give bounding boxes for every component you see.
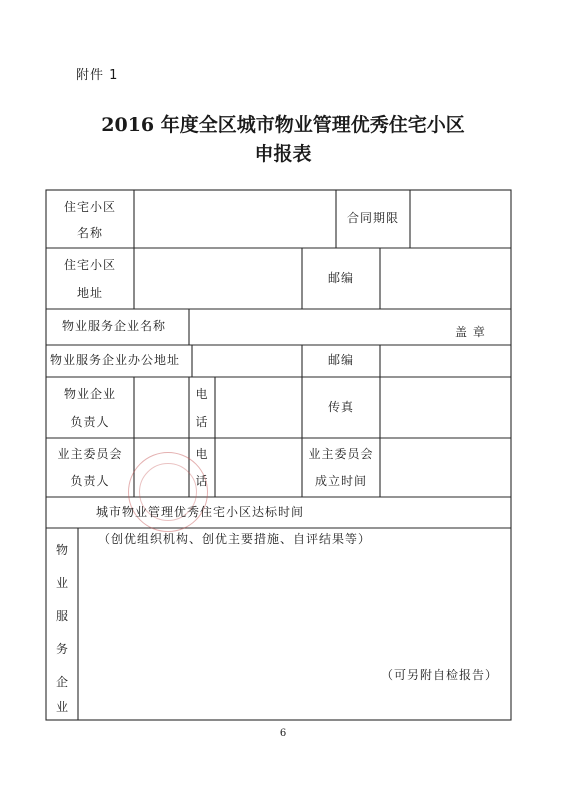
side-char-2: 业 [55, 576, 68, 590]
company-manager-label-line1: 物业企业 [63, 387, 116, 401]
fax-field[interactable] [380, 380, 510, 436]
side-char-5: 企 [55, 675, 68, 689]
postcode-label: 邮编 [327, 271, 354, 285]
side-char-3: 服 [55, 609, 68, 623]
residential-name-label-line2: 名称 [76, 226, 103, 240]
seal-label: 盖 章 [455, 325, 486, 339]
owners-phone-label-2: 话 [195, 474, 209, 488]
fax-label: 传真 [327, 400, 354, 414]
postcode-field[interactable] [380, 252, 510, 307]
side-char-1: 物 [55, 543, 68, 557]
company-phone-label-2: 话 [195, 415, 209, 429]
owners-committee-manager-label-line2: 负责人 [70, 474, 110, 488]
residential-name-field[interactable] [134, 196, 336, 246]
owners-phone-label-1: 电 [195, 447, 209, 461]
attach-report-note: （可另附自检报告） [381, 668, 499, 682]
contract-period-field[interactable] [410, 196, 510, 246]
owners-phone-field[interactable] [215, 440, 302, 495]
side-char-4: 务 [55, 642, 68, 656]
company-manager-label-line2: 负责人 [70, 415, 110, 429]
office-address-label: 物业服务企业办公地址 [50, 353, 181, 367]
office-address-field[interactable] [192, 348, 302, 375]
owners-committee-manager-label-line1: 业主委员会 [57, 447, 123, 461]
contract-period-label: 合同期限 [346, 211, 399, 225]
property-service-description-field[interactable] [80, 552, 508, 664]
page-number: 6 [279, 728, 287, 739]
standard-achievement-time-field[interactable] [356, 500, 510, 526]
property-service-note: （创优组织机构、创优主要措施、自评结果等） [98, 532, 372, 546]
office-postcode-field[interactable] [380, 348, 510, 375]
residential-name-label-line1: 住宅小区 [63, 200, 116, 214]
residential-address-label-line2: 地址 [76, 286, 103, 300]
company-name-field[interactable] [189, 312, 439, 343]
company-phone-field[interactable] [215, 380, 302, 436]
form-title: 2016 年度全区城市物业管理优秀住宅小区 [101, 114, 465, 136]
form-subtitle: 申报表 [254, 143, 312, 165]
committee-established-label-line1: 业主委员会 [308, 447, 374, 461]
committee-established-field[interactable] [380, 440, 510, 495]
residential-address-field[interactable] [134, 252, 302, 307]
office-postcode-label: 邮编 [327, 353, 354, 367]
company-manager-field[interactable] [134, 380, 189, 436]
standard-achievement-time-label: 城市物业管理优秀住宅小区达标时间 [96, 505, 305, 519]
side-char-6: 业 [55, 700, 68, 714]
owners-committee-manager-field[interactable] [134, 440, 189, 495]
residential-address-label-line1: 住宅小区 [63, 258, 116, 272]
company-name-label: 物业服务企业名称 [62, 319, 167, 333]
committee-established-label-line2: 成立时间 [314, 474, 367, 488]
company-phone-label-1: 电 [195, 387, 209, 401]
attachment-label: 附件 1 [76, 68, 119, 83]
